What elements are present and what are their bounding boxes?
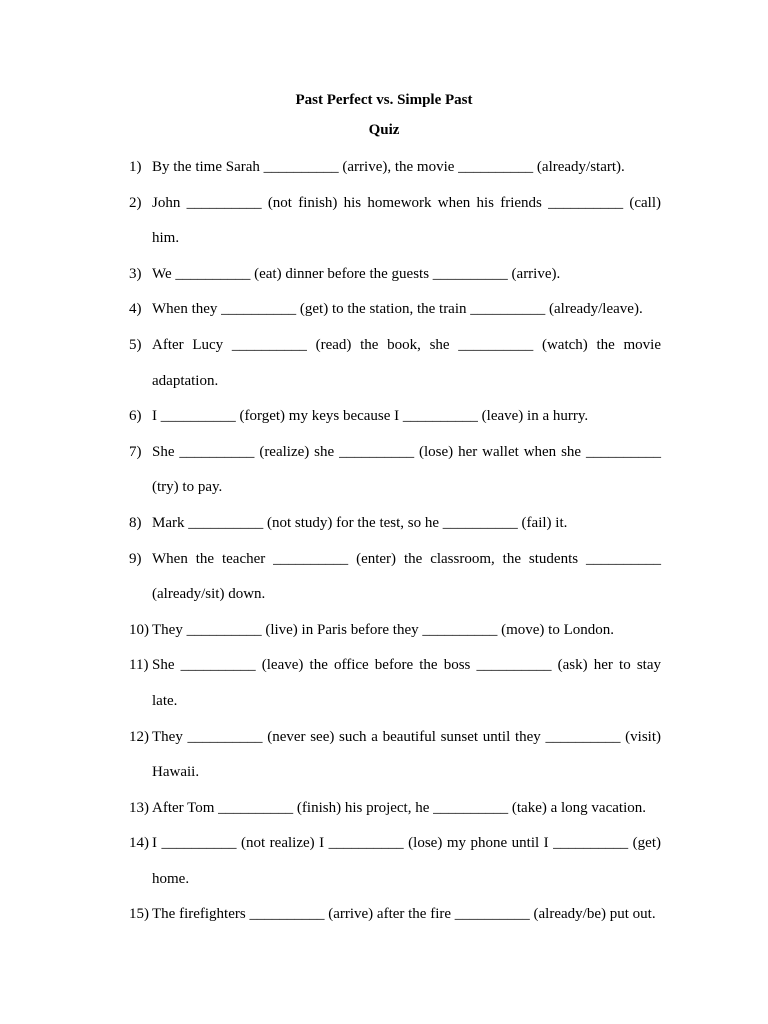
question-number: 12): [129, 728, 149, 745]
quiz-question: [129, 897, 661, 933]
question-text: I __________ (not realize) I __________ (lose) my phone until I __________ (get) home.: [152, 835, 661, 887]
question-number: 2): [129, 194, 142, 211]
quiz-question: [129, 506, 661, 542]
question-number: 9): [129, 550, 142, 567]
question-number: 11): [129, 657, 149, 674]
question-text: She __________ (leave) the office before the boss __________ (ask) her to stay late.: [152, 657, 661, 709]
quiz-question: [129, 826, 661, 897]
quiz-question: [129, 613, 661, 649]
question-text: When they __________ (get) to the station, the train __________ (already/leave).: [152, 301, 643, 318]
question-number: 1): [129, 159, 142, 175]
quiz-question: [129, 399, 661, 435]
question-number: 7): [129, 443, 142, 460]
question-number: 6): [129, 408, 142, 425]
question-text: We __________ (eat) dinner before the guests __________ (arrive).: [152, 265, 561, 282]
quiz-question: [129, 328, 661, 399]
quiz-question: [129, 257, 661, 293]
quiz-question: [129, 150, 661, 186]
question-number: 13): [129, 799, 149, 816]
question-text: Mark __________ (not study) for the test, so he __________ (fail) it.: [152, 514, 568, 531]
question-number: 5): [129, 336, 142, 353]
quiz-question: [129, 435, 661, 506]
question-text: After Tom __________ (finish) his project, he __________ (take) a long vacation.: [152, 799, 646, 816]
quiz-question: [129, 720, 661, 791]
question-number: 4): [129, 301, 142, 318]
quiz-question: [129, 186, 661, 257]
quiz-question: [129, 292, 661, 328]
quiz-question-list: [129, 150, 661, 933]
question-number: 15): [129, 906, 149, 923]
question-number: 10): [129, 621, 149, 638]
quiz-question: [129, 648, 661, 719]
question-text: She __________ (realize) she __________ (lose) her wallet when she __________ (try) to pay.: [152, 443, 661, 496]
question-text: They __________ (never see) such a beautiful sunset until they __________ (visit) Hawaii.: [152, 728, 661, 781]
question-text: The firefighters __________ (arrive) after the fire __________ (already/be) put out.: [152, 906, 656, 923]
quiz-question: [129, 542, 661, 613]
quiz-question: [129, 791, 661, 827]
question-number: 8): [129, 514, 142, 531]
question-text: When the teacher __________ (enter) the classroom, the students __________ (already/sit) down.: [152, 550, 661, 603]
document-title: Past Perfect vs. Simple Past: [295, 92, 473, 108]
question-text: I __________ (forget) my keys because I __________ (leave) in a hurry.: [152, 408, 589, 425]
question-number: 3): [129, 265, 142, 282]
question-text: By the time Sarah __________ (arrive), the movie __________ (already/start).: [152, 159, 625, 175]
document-subtitle: Quiz: [368, 122, 400, 138]
question-text: After Lucy __________ (read) the book, she __________ (watch) the movie adaptation.: [152, 336, 661, 389]
question-text: John __________ (not finish) his homework when his friends __________ (call) him.: [152, 194, 661, 247]
question-number: 14): [129, 835, 149, 852]
question-text: They __________ (live) in Paris before they __________ (move) to London.: [152, 621, 614, 638]
